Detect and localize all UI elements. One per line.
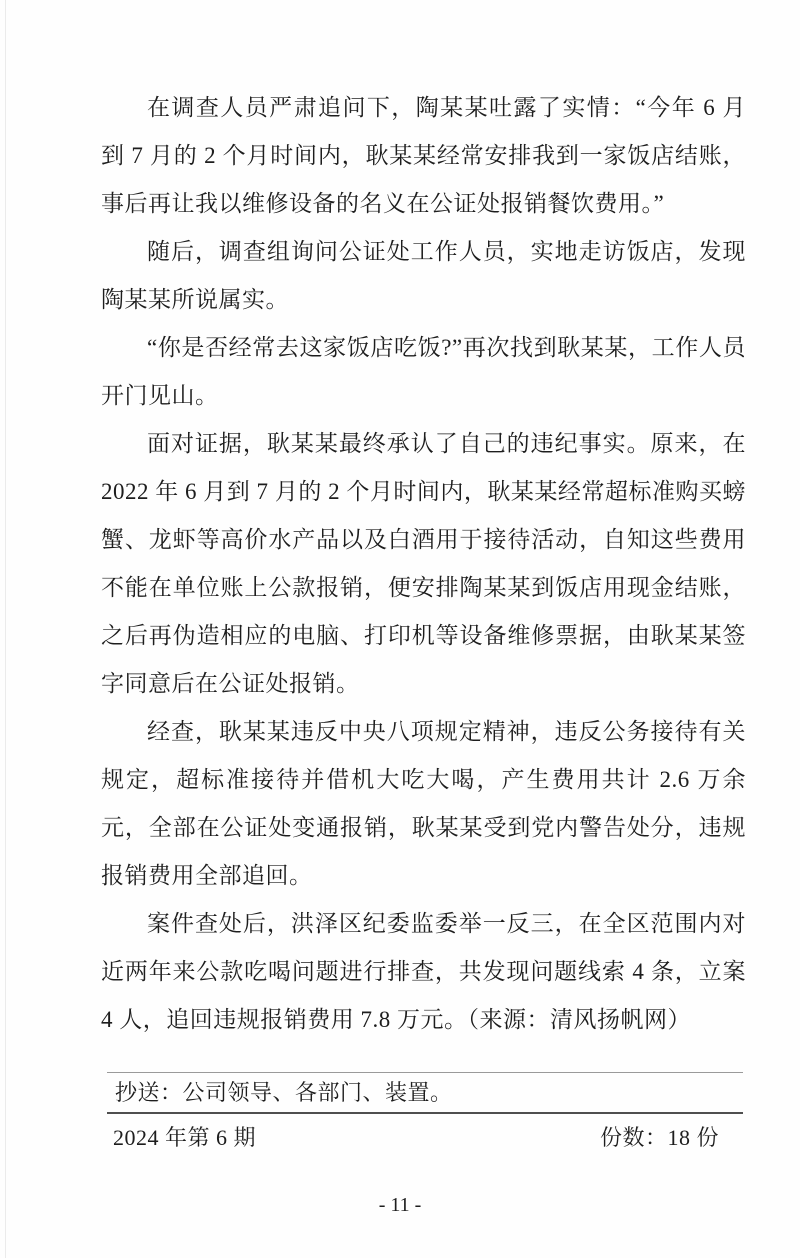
copies-count: 份数：18 份 <box>599 1125 719 1150</box>
issue-row <box>107 1114 743 1155</box>
paragraph-4: 面对证据，耿某某最终承认了自己的违纪事实。原来，在 2022 年 6 月到 7 月的 2 个月时间内，耿某某经常超标准购买螃蟹、龙虾等高价水产品以及白酒用于接待活动，自知这些费用不能在单位账上公款报销，便安排陶某某到饭店用现金结账，之后再伪造相应的电脑、打印机等设备维修票据，由耿某某签字同意后在公证处报销。 <box>101 431 746 696</box>
document-body <box>101 84 746 1044</box>
paragraph-5: 经查，耿某某违反中央八项规定精神，违反公务接待有关规定，超标准接待并借机大吃大喝，产生费用共计 2.6 万余元，全部在公证处变通报销，耿某某受到党内警告处分，违规报销费用全部追回。 <box>101 719 746 888</box>
scan-edge-artifact <box>5 0 6 1258</box>
paragraph-2: 随后，调查组询问公证处工作人员，实地走访饭店，发现陶某某所说属实。 <box>101 239 746 312</box>
paragraph-1: 在调查人员严肃追问下，陶某某吐露了实情：“今年 6 月到 7 月的 2 个月时间内，耿某某经常安排我到一家饭店结账，事后再让我以维修设备的名义在公证处报销餐饮费用。” <box>101 95 746 216</box>
page-number: - 11 - <box>378 1194 422 1216</box>
document-footer <box>107 1072 743 1155</box>
issue-number: 2024 年第 6 期 <box>113 1125 257 1150</box>
paragraph-3: “你是否经常去这家饭店吃饭?”再次找到耿某某，工作人员开门见山。 <box>101 335 746 408</box>
paragraph-6: 案件查处后，洪泽区纪委监委举一反三，在全区范围内对近两年来公款吃喝问题进行排查，共发现问题线索 4 条，立案 4 人，追回违规报销费用 7.8 万元。（来源：清风扬帆网） <box>101 911 746 1032</box>
cc-line: 抄送：公司领导、各部门、装置。 <box>115 1080 453 1105</box>
